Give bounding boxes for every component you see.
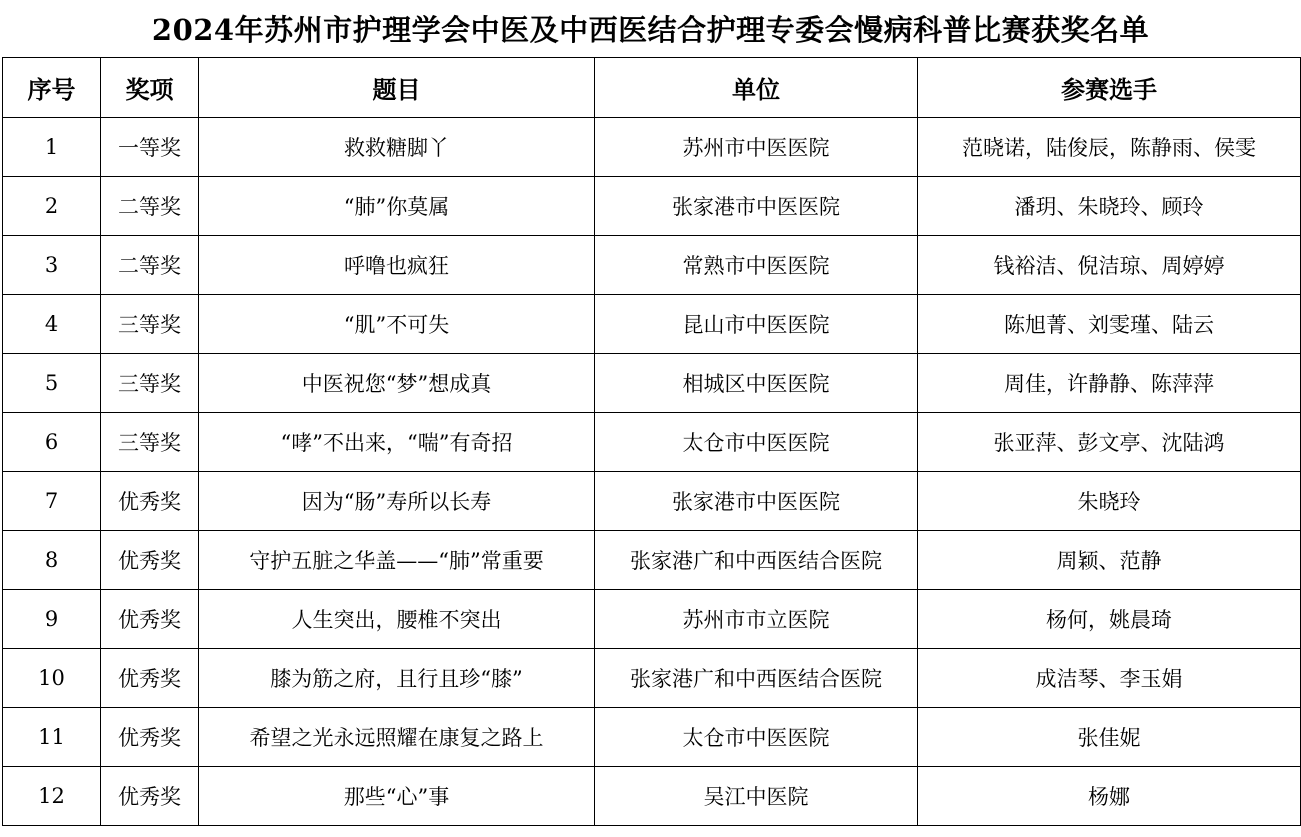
cell-index: 4 [3, 295, 101, 354]
cell-topic: 希望之光永远照耀在康复之路上 [199, 708, 595, 767]
cell-index: 1 [3, 118, 101, 177]
cell-unit: 苏州市市立医院 [595, 590, 918, 649]
cell-unit: 吴江中医院 [595, 767, 918, 826]
cell-award: 三等奖 [101, 413, 199, 472]
table-row [3, 177, 1301, 236]
cell-award: 优秀奖 [101, 767, 199, 826]
cell-award: 二等奖 [101, 177, 199, 236]
cell-index: 5 [3, 354, 101, 413]
cell-unit: 苏州市中医医院 [595, 118, 918, 177]
cell-contestants: 钱裕洁、倪洁琼、周婷婷 [918, 236, 1301, 295]
cell-award: 优秀奖 [101, 649, 199, 708]
cell-award: 优秀奖 [101, 590, 199, 649]
cell-contestants: 成洁琴、李玉娟 [918, 649, 1301, 708]
cell-index: 8 [3, 531, 101, 590]
cell-unit: 常熟市中医医院 [595, 236, 918, 295]
header-award: 奖项 [101, 58, 199, 118]
table-row [3, 767, 1301, 826]
cell-unit: 太仓市中医医院 [595, 708, 918, 767]
cell-index: 3 [3, 236, 101, 295]
cell-unit: 太仓市中医医院 [595, 413, 918, 472]
cell-award: 三等奖 [101, 295, 199, 354]
cell-topic: 中医祝您“梦”想成真 [199, 354, 595, 413]
cell-topic: 因为“肠”寿所以长寿 [199, 472, 595, 531]
cell-award: 三等奖 [101, 354, 199, 413]
cell-unit: 相城区中医医院 [595, 354, 918, 413]
page-title: 2024年苏州市护理学会中医及中西医结合护理专委会慢病科普比赛获奖名单 [151, 13, 1150, 47]
cell-topic: “哮”不出来，“喘”有奇招 [199, 413, 595, 472]
table-row [3, 354, 1301, 413]
table-row [3, 413, 1301, 472]
table-row [3, 531, 1301, 590]
cell-contestants: 范晓诺，陆俊辰，陈静雨、侯雯 [918, 118, 1301, 177]
cell-contestants: 杨娜 [918, 767, 1301, 826]
cell-award: 一等奖 [101, 118, 199, 177]
table-row [3, 118, 1301, 177]
cell-unit: 张家港广和中西医结合医院 [595, 649, 918, 708]
cell-unit: 昆山市中医医院 [595, 295, 918, 354]
cell-index: 11 [3, 708, 101, 767]
cell-award: 优秀奖 [101, 531, 199, 590]
header-contestants: 参赛选手 [918, 58, 1301, 118]
cell-topic: “肌”不可失 [199, 295, 595, 354]
cell-contestants: 杨何，姚晨琦 [918, 590, 1301, 649]
header-index: 序号 [3, 58, 101, 118]
cell-topic: 呼噜也疯狂 [199, 236, 595, 295]
table-row [3, 708, 1301, 767]
cell-contestants: 朱晓玲 [918, 472, 1301, 531]
cell-unit: 张家港市中医医院 [595, 472, 918, 531]
cell-index: 9 [3, 590, 101, 649]
cell-contestants: 陈旭菁、刘雯瑾、陆云 [918, 295, 1301, 354]
cell-index: 7 [3, 472, 101, 531]
cell-award: 二等奖 [101, 236, 199, 295]
table-row [3, 236, 1301, 295]
cell-index: 10 [3, 649, 101, 708]
table-row [3, 649, 1301, 708]
cell-index: 12 [3, 767, 101, 826]
cell-contestants: 潘玥、朱晓玲、顾玲 [918, 177, 1301, 236]
cell-award: 优秀奖 [101, 708, 199, 767]
table-row [3, 295, 1301, 354]
award-table [2, 57, 1301, 826]
table-row [3, 590, 1301, 649]
cell-topic: 守护五脏之华盖——“肺”常重要 [199, 531, 595, 590]
cell-topic: 救救糖脚丫 [199, 118, 595, 177]
cell-index: 2 [3, 177, 101, 236]
cell-unit: 张家港广和中西医结合医院 [595, 531, 918, 590]
table-row [3, 472, 1301, 531]
cell-topic: “肺”你莫属 [199, 177, 595, 236]
cell-contestants: 周佳，许静静、陈萍萍 [918, 354, 1301, 413]
cell-topic: 那些“心”事 [199, 767, 595, 826]
cell-contestants: 张佳妮 [918, 708, 1301, 767]
cell-topic: 膝为筋之府，且行且珍“膝” [199, 649, 595, 708]
cell-index: 6 [3, 413, 101, 472]
cell-contestants: 周颖、范静 [918, 531, 1301, 590]
cell-unit: 张家港市中医医院 [595, 177, 918, 236]
header-unit: 单位 [595, 58, 918, 118]
cell-contestants: 张亚萍、彭文亭、沈陆鸿 [918, 413, 1301, 472]
cell-award: 优秀奖 [101, 472, 199, 531]
table-header-row [3, 58, 1301, 118]
header-topic: 题目 [199, 58, 595, 118]
cell-topic: 人生突出，腰椎不突出 [199, 590, 595, 649]
